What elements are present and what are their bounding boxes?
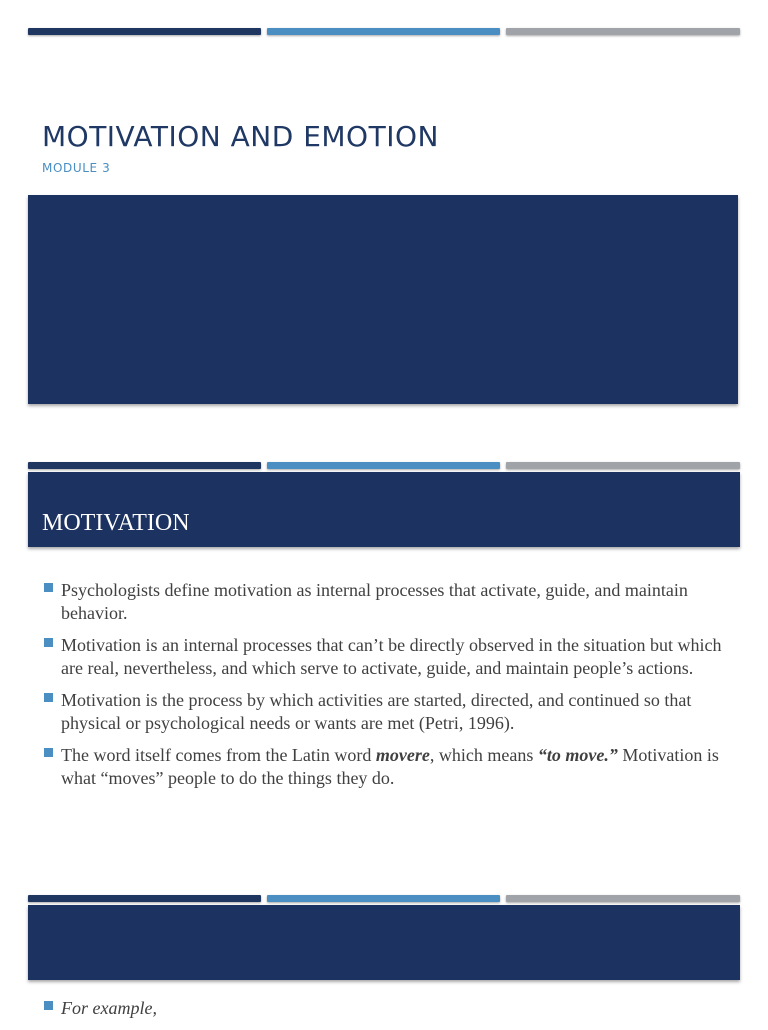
stripe-gray — [506, 462, 740, 469]
stripe-blue — [267, 895, 500, 902]
latin-term: movere — [375, 745, 430, 765]
bullet-text: For example, — [61, 998, 157, 1018]
accent-stripes — [28, 462, 741, 470]
stripe-navy — [28, 28, 261, 35]
bullet-text-start: The word itself comes from the Latin word — [61, 745, 376, 765]
bullet-item — [42, 744, 730, 789]
bullet-list — [42, 997, 730, 1030]
bullet-item — [42, 689, 730, 734]
stripe-blue — [267, 28, 500, 35]
bullet-item — [42, 579, 730, 624]
term-meaning: “to move.” — [537, 745, 618, 765]
slide-subtitle: MODULE 3 — [42, 161, 111, 175]
accent-stripes — [28, 895, 741, 903]
title-banner — [28, 195, 738, 404]
bullet-square-icon — [44, 693, 53, 702]
bullet-square-icon — [44, 1001, 53, 1010]
stripe-gray — [506, 895, 740, 902]
bullet-square-icon — [44, 583, 53, 592]
bullet-text: Psychologists define motivation as internal processes that activate, guide, and maintain behavior. — [61, 580, 688, 623]
stripe-navy — [28, 462, 261, 469]
bullet-item — [42, 997, 730, 1020]
stripe-gray — [506, 28, 740, 35]
bullet-item — [42, 634, 730, 679]
slide-title: MOTIVATION AND EMOTION — [42, 120, 439, 153]
slide-title: MOTIVATION — [42, 510, 190, 536]
slide-1 — [0, 0, 768, 420]
title-banner — [28, 905, 740, 980]
stripe-navy — [28, 895, 261, 902]
bullet-list — [42, 579, 730, 799]
bullet-text-end: Motivation is what “moves” people to do the things they do. — [61, 745, 719, 788]
bullet-square-icon — [44, 748, 53, 757]
stripe-blue — [267, 462, 500, 469]
bullet-text: Motivation is the process by which activities are started, directed, and continued so that physical or psychological needs or wants are met (Petri, 1996). — [61, 690, 692, 733]
bullet-text-middle: , which means — [429, 745, 538, 765]
bullet-text: Motivation is an internal processes that can’t be directly observed in the situation but which are real, nevertheless, and which serve to activate, guide, and maintain people’s actions. — [61, 635, 722, 678]
bullet-square-icon — [44, 638, 53, 647]
accent-stripes — [28, 28, 741, 36]
